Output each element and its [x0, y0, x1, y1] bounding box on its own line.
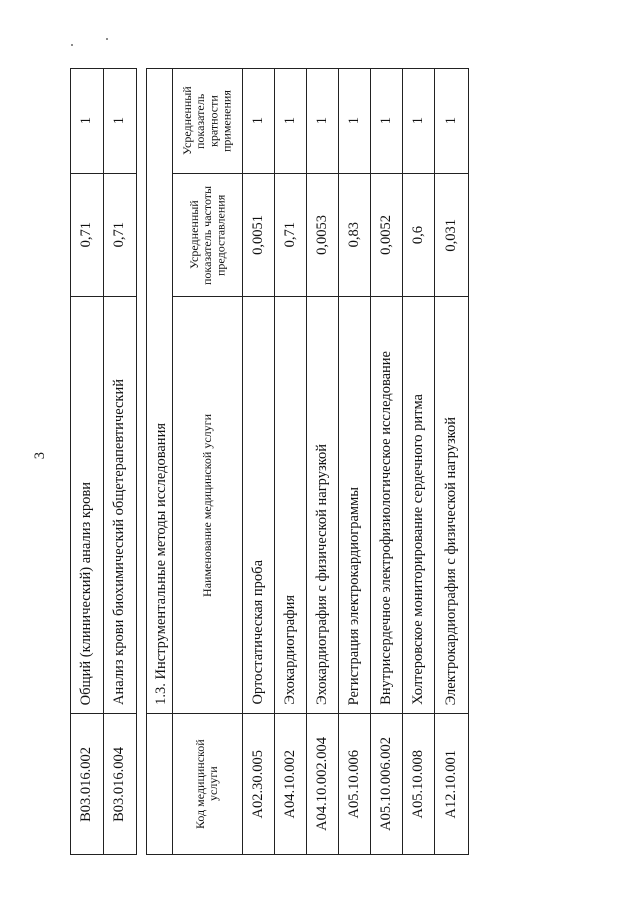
frequency-value: 0,031: [442, 218, 459, 252]
section-title-cell: [147, 69, 173, 714]
multiplicity-value: 1: [409, 117, 426, 125]
multiplicity-value: 1: [281, 117, 298, 125]
multiplicity-value: 1: [345, 117, 362, 125]
service-code: A04.10.002: [281, 749, 298, 819]
field-frequency: [71, 174, 104, 297]
service-name: Общий (клинический) анализ крови: [78, 481, 95, 705]
frequency-value: 0,83: [345, 222, 362, 248]
field-frequency: [275, 174, 307, 297]
header-service-code-label: Код медицинской услуги: [193, 739, 221, 829]
header-frequency-label: Усредненный показатель частоты предоставления: [186, 185, 228, 285]
field-multiplicity: [275, 69, 307, 174]
field-service-code: [71, 714, 104, 855]
field-service-name: [104, 297, 137, 714]
field-multiplicity: [71, 69, 104, 174]
field-multiplicity: [339, 69, 371, 174]
service-name: Эхокардиография с физической нагрузкой: [313, 444, 330, 705]
service-code: A05.10.006: [345, 749, 362, 819]
field-service-name: [71, 297, 104, 714]
field-service-code: [275, 714, 307, 855]
scan-speck: [71, 44, 73, 46]
frequency-value: 0,0052: [377, 215, 394, 255]
service-name: Внутрисердечное электрофизиологическое исследование: [377, 351, 394, 705]
field-service-code: [435, 714, 469, 855]
multiplicity-value: 1: [111, 117, 128, 125]
field-service-code: [403, 714, 435, 855]
page-number: 3: [32, 452, 48, 460]
field-service-code: [104, 714, 137, 855]
header-frequency: [173, 174, 243, 297]
service-code: A05.10.006.002: [377, 737, 394, 831]
frequency-value: 0,71: [78, 222, 95, 248]
frequency-value: 0,6: [409, 225, 426, 245]
field-frequency: [403, 174, 435, 297]
service-name: Регистрация электрокардиограммы: [345, 486, 362, 705]
field-service-name: [307, 297, 339, 714]
field-multiplicity: [243, 69, 275, 174]
field-service-name: [275, 297, 307, 714]
field-service-name: [371, 297, 403, 714]
field-multiplicity: [371, 69, 403, 174]
service-code: A04.10.002.004: [313, 737, 330, 831]
field-frequency: [339, 174, 371, 297]
frequency-value: 0,71: [111, 222, 128, 248]
multiplicity-value: 1: [442, 117, 459, 125]
field-service-code: [371, 714, 403, 855]
frequency-value: 0,0053: [313, 215, 330, 255]
lab-tests-table: [70, 68, 137, 855]
service-code: A12.10.001: [442, 749, 459, 819]
multiplicity-value: 1: [78, 117, 95, 125]
section-title-tail: [147, 714, 173, 855]
multiplicity-value: 1: [377, 117, 394, 125]
field-service-code: [243, 714, 275, 855]
instrumental-methods-table: [146, 68, 469, 855]
field-multiplicity: [403, 69, 435, 174]
service-code: B03.016.004: [111, 746, 128, 822]
field-multiplicity: [435, 69, 469, 174]
service-code: A05.10.008: [409, 749, 426, 819]
frequency-value: 0,0051: [249, 215, 266, 255]
service-name: Холтеровское мониторирование сердечного ритма: [409, 394, 426, 705]
field-service-name: [435, 297, 469, 714]
service-name: Ортостатическая проба: [249, 560, 266, 705]
field-service-name: [243, 297, 275, 714]
field-frequency: [104, 174, 137, 297]
multiplicity-value: 1: [249, 117, 266, 125]
service-code: A02.30.005: [249, 749, 266, 819]
header-multiplicity: [173, 69, 243, 174]
section-title: 1.3. Инструментальные методы исследования: [153, 423, 169, 705]
multiplicity-value: 1: [313, 117, 330, 125]
field-service-code: [307, 714, 339, 855]
field-service-code: [339, 714, 371, 855]
scan-speck: [106, 38, 108, 40]
field-frequency: [435, 174, 469, 297]
service-code: B03.016.002: [78, 746, 95, 822]
service-name: Электрокардиография с физической нагрузкой: [442, 416, 459, 705]
frequency-value: 0,71: [281, 222, 298, 248]
field-frequency: [307, 174, 339, 297]
header-service-code: [173, 714, 243, 855]
field-frequency: [371, 174, 403, 297]
header-service-name: [173, 297, 243, 714]
header-service-name-label: Наименование медицинской услуги: [199, 413, 214, 597]
service-name: Анализ крови биохимический общетерапевтический: [111, 379, 128, 705]
field-multiplicity: [104, 69, 137, 174]
field-frequency: [243, 174, 275, 297]
service-name: Эхокардиография: [281, 595, 298, 705]
header-multiplicity-label: Усредненный показатель кратности применения: [180, 86, 234, 156]
field-multiplicity: [307, 69, 339, 174]
field-service-name: [339, 297, 371, 714]
field-service-name: [403, 297, 435, 714]
